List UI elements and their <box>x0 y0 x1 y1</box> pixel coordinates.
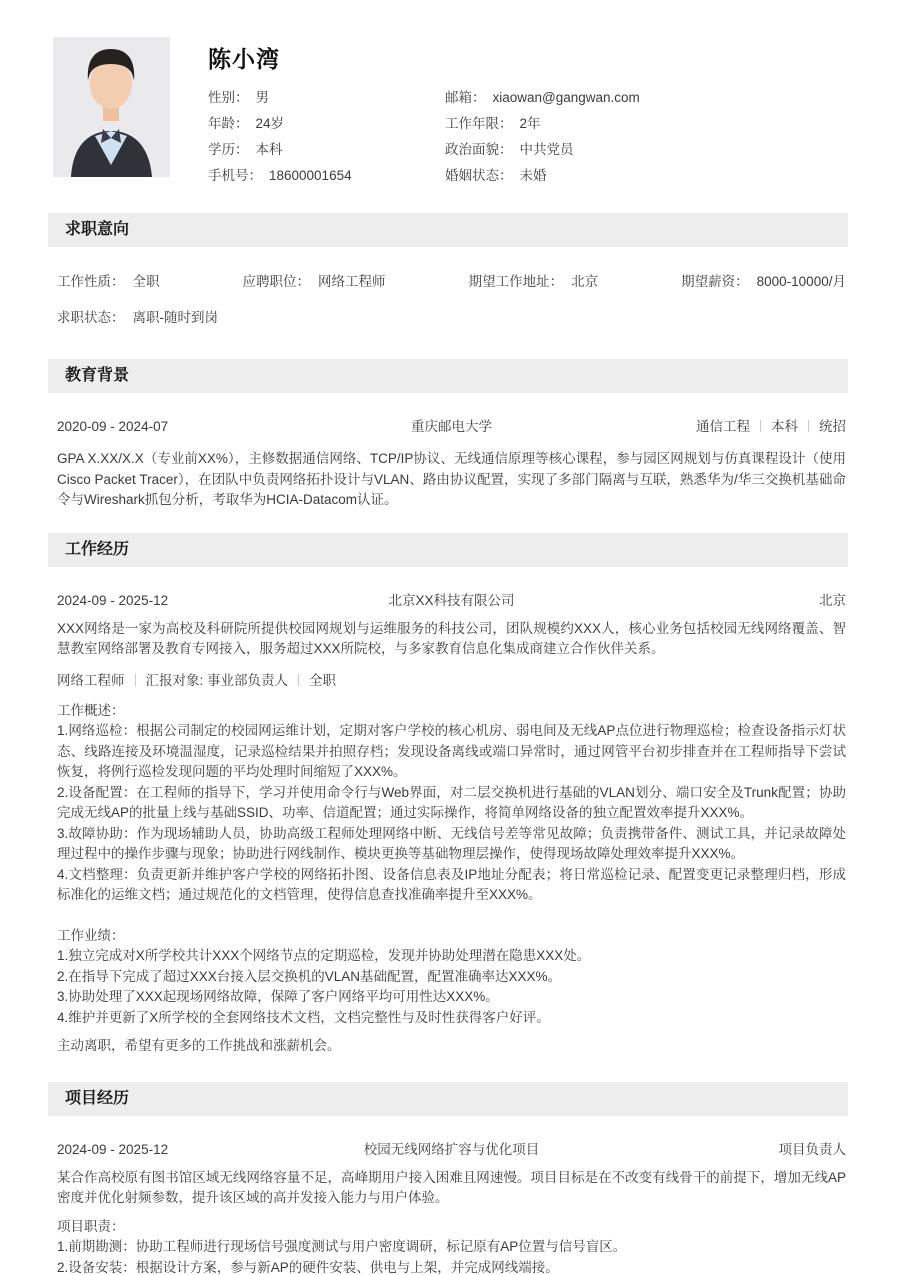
field-job-nature <box>57 274 160 290</box>
field-target-city <box>469 274 599 290</box>
project-background: 某合作高校原有图书馆区域无线网络容量不足，高峰期用户接入困难且网速慢。项目目标是在不改变有线骨干的前提下，增加无线AP密度并优化射频参数，提升该区域的高并发接入能力与用户体验。 <box>57 1169 846 1205</box>
info-label: 性别： <box>208 90 249 105</box>
project-duty-item: 2.设备安装：根据设计方案，参与新AP的硬件安装、供电与上架，并完成网线端接。 <box>57 1259 559 1275</box>
field-target-position <box>243 274 386 290</box>
section-title-education <box>48 359 848 393</box>
field-value: 网络工程师 <box>318 274 386 289</box>
work-body <box>48 592 848 1057</box>
work-overview-item: 1.网络巡检：根据公司制定的校园网运维计划，定期对客户学校的核心机房、弱电间及无线AP点位进行物理巡检；检查设备指示灯状态、线路连接及环境温湿度，记录巡检结果并拍照存档；发现设备离线或端口异常时，通过网管平台初步排查并在工程师指导下尝试恢复，将例行巡检发现问题的平均处理时间缩短了XXX%。 <box>57 723 846 779</box>
profile-photo <box>53 37 170 177</box>
work-period: 2024-09 - 2025-12 <box>57 592 169 608</box>
info-work-years <box>445 116 848 131</box>
field-label: 工作性质： <box>57 274 125 289</box>
project-name: 校园无线网络扩容与优化项目 <box>363 1141 540 1157</box>
work-results-label: 工作业绩： <box>57 927 125 943</box>
section-title-project <box>48 1082 848 1116</box>
education-school: 重庆邮电大学 <box>411 419 492 434</box>
section-title-job-intent <box>48 213 848 247</box>
info-value: 18600001654 <box>269 168 352 183</box>
work-result-item: 2.在指导下完成了超过XXX台接入层交换机的VLAN基础配置，配置准确率达XXX%。 <box>57 968 562 984</box>
portrait-photo-icon <box>53 37 170 177</box>
divider <box>808 420 809 432</box>
info-label: 邮箱： <box>445 90 486 105</box>
work-result-item: 4.维护并更新了X所学校的全套网络技术文档，文档完整性与及时性获得客户好评。 <box>57 1009 550 1025</box>
info-label: 政治面貌： <box>445 142 513 157</box>
info-phone <box>208 168 445 183</box>
company-intro: XXX网络是一家为高校及科研院所提供校园网规划与运维服务的科技公司，团队规模约XXX人，核心业务包括校园无线网络覆盖、智慧教室网络部署及教育专网接入，服务超过XXX所院校，与多家教育信息化集成商建立合作伙伴关系。 <box>57 620 846 656</box>
work-meta-row <box>57 592 846 609</box>
project-period: 2024-09 - 2025-12 <box>57 1141 169 1157</box>
info-marital-status <box>445 168 848 183</box>
field-value: 离职-随时到岗 <box>132 310 218 325</box>
section-title-text: 工作经历 <box>65 540 130 558</box>
info-value: xiaowan@gangwan.com <box>492 90 640 105</box>
info-label: 婚姻状态： <box>445 168 513 183</box>
education-degree: 本科 <box>771 419 798 434</box>
divider <box>760 420 761 432</box>
info-value: 24岁 <box>255 116 285 131</box>
info-label: 工作年限： <box>445 116 513 131</box>
work-company: 北京XX科技有限公司 <box>388 592 515 608</box>
education-body <box>48 418 848 511</box>
education-major: 通信工程 <box>696 419 750 434</box>
divider <box>298 674 299 686</box>
leave-reason: 主动离职，希望有更多的工作挑战和涨薪机会。 <box>57 1038 341 1053</box>
field-value: 北京 <box>571 274 599 289</box>
education-tags <box>492 418 846 435</box>
project-duties <box>57 1217 846 1275</box>
work-employment-type: 全职 <box>309 672 337 688</box>
info-label: 年龄： <box>208 116 249 131</box>
divider <box>135 674 136 686</box>
info-email <box>445 90 848 105</box>
job-intent-body <box>48 274 848 326</box>
info-degree <box>208 142 445 157</box>
section-title-text: 项目经历 <box>65 1089 130 1107</box>
info-label: 手机号： <box>208 168 262 183</box>
candidate-name: 陈小湾 <box>208 46 280 72</box>
field-label: 期望工作地址： <box>468 274 564 289</box>
info-label: 学历： <box>208 142 249 157</box>
education-description: GPA X.XX/X.X（专业前XX%），主修数据通信网络、TCP/IP协议、无线通信原理等核心课程，参与园区网规划与仿真课程设计（使用Cisco Packet Tracer），在团队中负责网络拓扑设计与VLAN、路由协议配置，实现了多部门隔离与互联，熟悉华为/华三交换机基础命令与Wireshark抓包分析，考取华为HCIA-Datacom认证。 <box>57 451 846 507</box>
work-report-to: 汇报对象: 事业部负责人 <box>145 672 289 688</box>
work-result-item: 1.独立完成对X所学校共计XXX个网络节点的定期巡检，发现并协助处理潜在隐患XXX处。 <box>57 948 591 963</box>
info-age <box>208 116 445 131</box>
section-title-work <box>48 533 848 567</box>
info-value: 2年 <box>519 116 541 131</box>
intent-row <box>57 310 846 326</box>
education-enrollment-type: 统招 <box>819 419 846 434</box>
education-period: 2020-09 - 2024-07 <box>57 419 169 434</box>
project-duties-label: 项目职责： <box>57 1218 125 1234</box>
work-position: 网络工程师 <box>57 672 125 688</box>
project-role: 项目负责人 <box>778 1141 846 1157</box>
project-meta-row <box>57 1141 846 1158</box>
work-location: 北京 <box>819 592 846 608</box>
info-value: 中共党员 <box>519 142 574 157</box>
field-expected-salary <box>681 274 846 290</box>
work-position-row <box>57 672 846 689</box>
info-value: 未婚 <box>519 168 547 183</box>
resume-content <box>48 213 848 1275</box>
work-results <box>57 926 846 1029</box>
work-overview <box>57 701 846 906</box>
field-job-status <box>57 310 218 325</box>
info-value: 男 <box>255 90 269 105</box>
field-label: 应聘职位： <box>242 274 311 289</box>
header-main <box>208 37 848 183</box>
work-overview-item: 2.设备配置：在工程师的指导下，学习并使用命令行与Web界面，对二层交换机进行基础的VLAN划分、端口安全及Trunk配置；协助完成无线AP的批量上线与基础SSID、功率、信道配置；通过实际操作，将简单网络设备的独立配置效率提升XXX%。 <box>57 784 846 820</box>
project-body <box>48 1141 848 1275</box>
field-label: 求职状态： <box>57 310 125 325</box>
education-meta-row <box>57 418 846 435</box>
field-value: 8000-10000/月 <box>756 274 846 289</box>
field-value: 全职 <box>132 274 160 289</box>
info-political-status <box>445 142 848 157</box>
work-overview-item: 3.故障协助：作为现场辅助人员，协助高级工程师处理网络中断、无线信号差等常见故障；负责携带备件、测试工具，并记录故障处理过程中的操作步骤与现象；协助进行网线制作、模块更换等基础物理层操作，使得现场故障处理效率提升XXX%。 <box>57 825 846 861</box>
field-label: 期望薪资： <box>681 274 749 289</box>
info-value: 本科 <box>255 142 283 157</box>
intent-row <box>57 274 846 290</box>
work-overview-item: 4.文档整理：负责更新并维护客户学校的网络拓扑图、设备信息表及IP地址分配表；将日常巡检记录、配置变更记录整理归档，形成标准化的运维文档；通过规范化的文档管理，使得信息查找准确率提升至XXX%。 <box>57 866 846 902</box>
work-overview-label: 工作概述： <box>57 702 125 718</box>
section-title-text: 教育背景 <box>65 367 130 384</box>
resume-header <box>53 37 848 183</box>
section-title-text: 求职意向 <box>65 221 130 238</box>
basic-info-grid <box>208 90 848 183</box>
info-gender <box>208 90 445 105</box>
project-duty-item: 1.前期勘测：协助工程师进行现场信号强度测试与用户密度调研，标记原有AP位置与信号盲区。 <box>57 1239 627 1254</box>
work-result-item: 3.协助处理了XXX起现场网络故障，保障了客户网络平均可用性达XXX%。 <box>57 989 499 1004</box>
